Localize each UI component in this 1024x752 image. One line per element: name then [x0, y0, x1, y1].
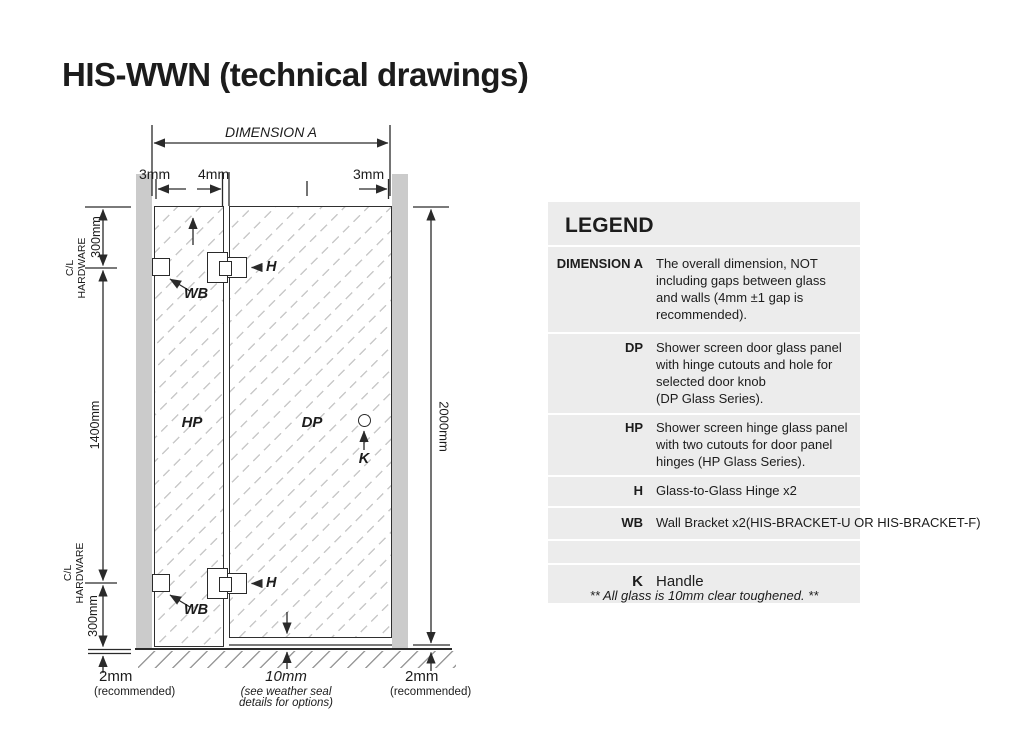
legend-key: DP: [624, 340, 643, 355]
glass-footnote: ** All glass is 10mm clear toughened. **: [589, 588, 819, 603]
floor-gap-right-value: 2mm: [405, 668, 439, 685]
legend-key: DIMENSION A: [556, 256, 643, 271]
legend-row-wb: [548, 506, 981, 539]
dim-300-bottom-label: 300mm: [86, 595, 100, 637]
hinge-bottom-notch: [219, 577, 232, 592]
wall-bracket-top: [152, 258, 170, 276]
legend-key: HP: [624, 420, 643, 435]
legend-key: H: [633, 483, 643, 498]
legend-row-spacer: [548, 539, 860, 563]
handle-label: K: [358, 451, 370, 467]
dim-300-top-label: 300mm: [89, 216, 103, 258]
legend-desc: Handle: [656, 573, 704, 590]
legend-title: LEGEND: [565, 214, 654, 237]
wall-right: [392, 174, 408, 649]
legend-desc: Shower screen door glass panel with hinge cutouts and hole for selected door knob (DP Glass Series).: [656, 340, 842, 406]
wall-bracket-top-label: WB: [184, 286, 209, 302]
legend-row-hp: [548, 413, 860, 475]
dimension-a-label: DIMENSION A: [224, 124, 318, 140]
legend-desc: Wall Bracket x2(HIS-BRACKET-U OR HIS-BRACKET-F): [656, 515, 981, 530]
legend-key: K: [632, 573, 643, 590]
legend-row-h: [548, 475, 860, 506]
gap-right-label: 3mm: [353, 166, 385, 182]
floor-gap-left-note: (recommended): [94, 686, 176, 698]
wall-bracket-bottom: [152, 574, 170, 592]
legend-row-dimension-a: [548, 245, 860, 332]
cl-hardware-bottom-label: C/L HARDWARE: [62, 542, 86, 604]
dim-1400-label: 1400mm: [88, 400, 102, 450]
door-gap-note-line1: (see weather seal: [240, 686, 332, 698]
wall-left: [136, 174, 152, 649]
legend-desc: Glass-to-Glass Hinge x2: [656, 483, 797, 498]
door-gap-value: 10mm: [265, 668, 307, 685]
hp-panel-label: HP: [181, 414, 203, 431]
wall-bracket-bottom-label: WB: [184, 602, 209, 618]
dim-2000-label: 2000mm: [436, 401, 452, 452]
legend-key: WB: [621, 515, 643, 530]
hinge-bottom-label: H: [266, 575, 277, 591]
floor-gap-left-value: 2mm: [99, 668, 133, 685]
legend-row-dp: [548, 332, 860, 413]
floor-hatch: [138, 651, 456, 668]
legend-desc: The overall dimension, NOT including gaps between glass and walls (4mm ±1 gap is recommended).: [656, 256, 826, 322]
hinge-top-notch: [219, 261, 232, 276]
dp-panel-label: DP: [301, 414, 323, 431]
hinge-top-label: H: [266, 259, 277, 275]
door-gap-note-line2: details for options): [239, 697, 333, 709]
floor-gap-right-note: (recommended): [390, 686, 472, 698]
gap-middle-label: 4mm: [198, 166, 230, 182]
legend-desc: Shower screen hinge glass panel with two cutouts for door panel hinges (HP Glass Series).: [656, 420, 848, 469]
cl-hardware-top-label: C/L HARDWARE: [64, 237, 88, 299]
door-knob-icon: [358, 414, 371, 427]
legend-panel: [548, 202, 981, 603]
page-title: HIS-WWN (technical drawings): [62, 56, 529, 93]
gap-left-label: 3mm: [139, 166, 171, 182]
